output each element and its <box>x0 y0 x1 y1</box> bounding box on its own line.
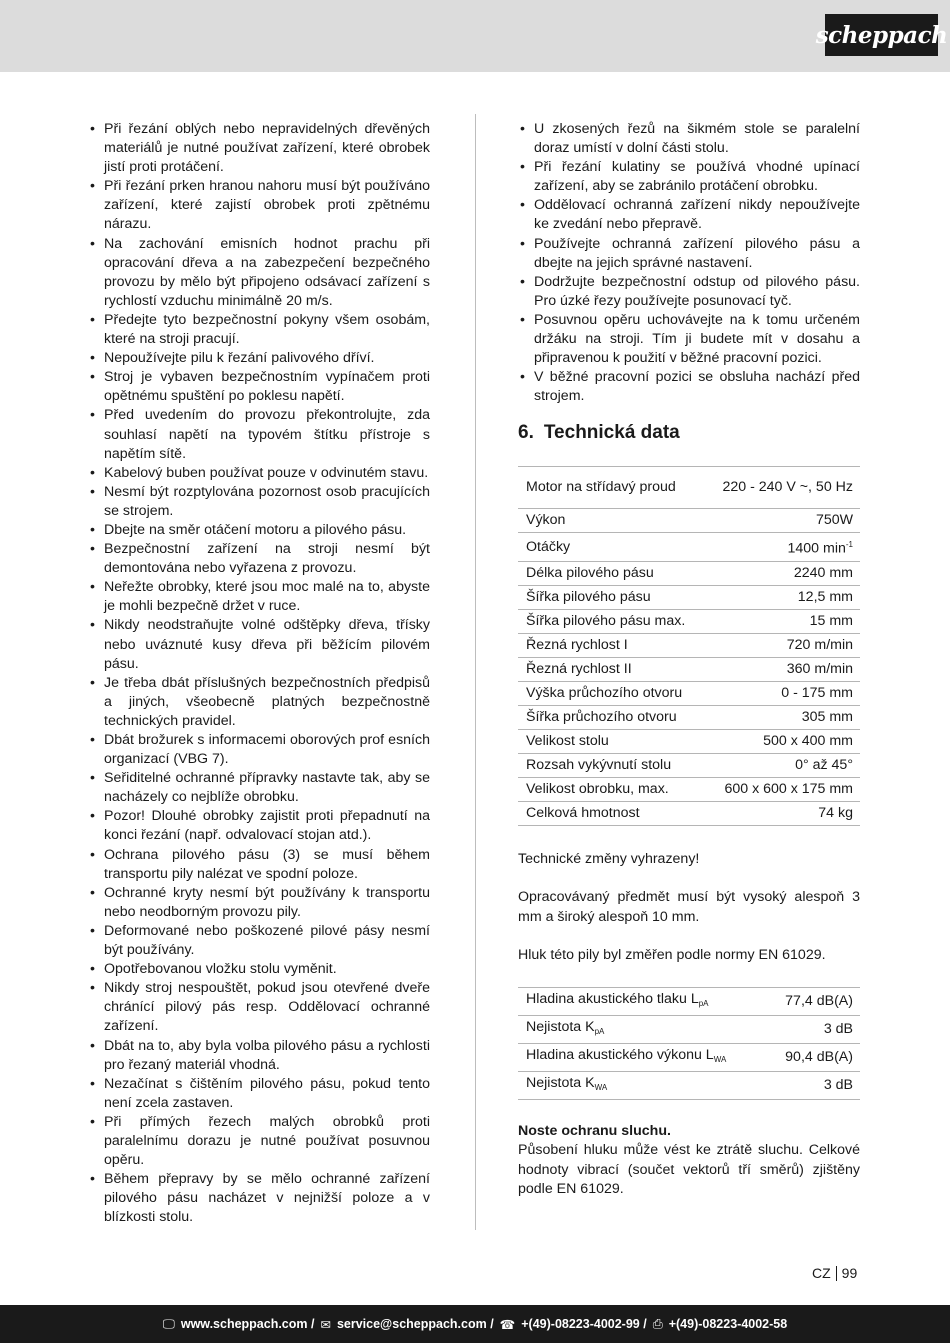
list-item: • Ochranné kryty nesmí být používány k transportu nebo neodborným provozu pily. <box>88 884 430 922</box>
list-item: • Na zachování emisních hodnot prachu při opracování dřeva a na zabezpečení bezpečného provozu by mělo být připojeno odsávací zařízení s rychlostí vzduchu minimálně 20 m/s. <box>88 235 430 311</box>
noise-value: 77,4 dB(A) <box>765 988 860 1016</box>
list-item: • Nepoužívejte pilu k řezání palivového dříví. <box>88 349 430 368</box>
list-item: • Předejte tyto bezpečnostní pokyny všem osobám, které na stroji pracují. <box>88 311 430 349</box>
noise-table <box>518 987 860 1100</box>
table-row <box>518 682 860 706</box>
noise-label-text: Hladina akustického výkonu L <box>526 1047 714 1064</box>
noise-label-subscript: pA <box>698 999 709 1009</box>
spec-label: Šířka průchozího otvoru <box>518 706 704 730</box>
spec-label: Otáčky <box>518 533 704 562</box>
page-num-value: 99 <box>841 1265 858 1281</box>
spec-value-text: 360 m/min <box>786 661 853 678</box>
spec-value-text: 12,5 mm <box>797 589 853 606</box>
list-item: • Seřiditelné ochranné přípravky nastavte tak, aby se nacházely co nejblíže obrobku. <box>88 769 430 807</box>
list-item: • Nesmí být rozptylována pozornost osob pracujících se strojem. <box>88 483 430 521</box>
list-item: • Při řezání kulatiny se používá vhodné upínací zařízení, aby se zabránilo protáčení obrobku. <box>518 158 860 196</box>
spec-label: Řezná rychlost I <box>518 634 704 658</box>
footer-fax: +(49)-08223-4002-58 <box>668 1317 788 1331</box>
spec-label: Šířka pilového pásu <box>518 586 704 610</box>
spec-value <box>704 562 860 586</box>
table-row <box>518 778 860 802</box>
noise-label-subscript: WA <box>594 1083 608 1093</box>
hearing-heading: Noste ochranu sluchu. <box>518 1123 671 1140</box>
spec-unit-exponent: -1 <box>845 540 853 550</box>
noise-value: 3 dB <box>765 1072 860 1100</box>
spec-label: Výkon <box>518 509 704 533</box>
noise-label-text: Hladina akustického tlaku L <box>526 991 699 1008</box>
spec-value-text: 720 m/min <box>786 637 853 654</box>
list-item: • V běžné pracovní pozici se obsluha nachází před strojem. <box>518 368 860 406</box>
noise-note: Hluk této pily byl změřen podle normy EN 61029. <box>518 947 826 964</box>
list-item: • Ochrana pilového pásu (3) se musí během transportu pily nalézat ve spodní poloze. <box>88 846 430 884</box>
page-lang: CZ <box>812 1265 831 1281</box>
list-item: • Dbát na to, aby byla volba pilového pásu a rychlosti pro řezaný materiál vhodná. <box>88 1037 430 1075</box>
spec-label: Rozsah vykývnutí stolu <box>518 754 704 778</box>
spec-value <box>704 586 860 610</box>
section-title: Technická data <box>543 422 680 444</box>
list-item: • Dbát brožurek s informacemi oborových prof esních organizací (VBG 7). <box>88 731 430 769</box>
spec-value <box>704 730 860 754</box>
list-item: • Bezpečnostní zařízení na stroji nesmí být demontována nebo vyřazena z provozu. <box>88 540 430 578</box>
list-item: • Kabelový buben používat pouze v odvinutém stavu. <box>88 464 430 483</box>
table-row <box>518 988 860 1016</box>
spec-value-text: 0° až 45° <box>795 757 853 774</box>
phone-icon: ☎ <box>499 1317 516 1332</box>
table-row <box>518 730 860 754</box>
list-item: • Dodržujte bezpečnostní odstup od pilového pásu. Pro úzké řezy používejte posunovací tyč. <box>518 273 860 311</box>
spec-value-text: 220 - 240 V ~, 50 Hz <box>722 479 853 496</box>
technical-data-table <box>518 466 860 826</box>
table-row <box>518 1016 860 1044</box>
spec-value-text: 1400 min <box>787 541 846 558</box>
spec-value <box>704 802 860 826</box>
table-row <box>518 467 860 509</box>
footer-phone: +(49)-08223-4002-99 / <box>521 1317 647 1331</box>
footer-email[interactable]: service@scheppach.com / <box>336 1317 494 1331</box>
list-item: • Neřežte obrobky, které jsou moc malé na to, abyste je mohli bezpečně držet v ruce. <box>88 578 430 616</box>
spec-value-text: 74 kg <box>818 805 853 822</box>
spec-value-text: 600 x 600 x 175 mm <box>724 781 853 798</box>
spec-value-text: 305 mm <box>801 709 853 726</box>
fax-icon: ⎙ <box>652 1316 663 1331</box>
footer-web[interactable]: www.scheppach.com / <box>180 1317 315 1331</box>
spec-label: Řezná rychlost II <box>518 658 704 682</box>
table-row <box>518 658 860 682</box>
spec-value-text: 2240 mm <box>793 565 853 582</box>
list-item: • Před uvedením do provozu překontrolujte, zda souhlasí napětí na typovém štítku přístroje s napětím sítě. <box>88 406 430 463</box>
left-column <box>88 120 430 1227</box>
noise-label <box>518 1044 765 1072</box>
table-row <box>518 509 860 533</box>
noise-value: 3 dB <box>765 1016 860 1044</box>
spec-label: Délka pilového pásu <box>518 562 704 586</box>
list-item: • Nikdy neodstraňujte volné odštěpky dřeva, třísky nebo uváznuté kusy dřeva při běžícím pilovém pásu. <box>88 616 430 673</box>
spec-label: Motor na střídavý proud <box>518 467 704 509</box>
table-row <box>518 610 860 634</box>
table-row <box>518 1044 860 1072</box>
noise-label <box>518 988 765 1016</box>
spec-value <box>704 533 860 562</box>
spec-label: Šířka pilového pásu max. <box>518 610 704 634</box>
spec-value-text: 500 x 400 mm <box>763 733 853 750</box>
table-row <box>518 802 860 826</box>
envelope-icon: ✉ <box>320 1317 331 1332</box>
section-number: 6. <box>518 422 534 444</box>
table-row <box>518 634 860 658</box>
list-item: • Nezačínat s čištěním pilového pásu, pokud tento není zcela zastaven. <box>88 1075 430 1113</box>
table-row <box>518 533 860 562</box>
safety-bullet-list-continued <box>518 120 860 406</box>
spec-label: Celková hmotnost <box>518 802 704 826</box>
list-item: • Dbejte na směr otáčení motoru a pilového pásu. <box>88 521 430 540</box>
noise-value: 90,4 dB(A) <box>765 1044 860 1072</box>
list-item: • Deformované nebo poškozené pilové pásy nesmí být používány. <box>88 922 430 960</box>
noise-label-subscript: pA <box>594 1027 605 1037</box>
spec-value-text: 0 - 175 mm <box>781 685 853 702</box>
noise-label <box>518 1072 765 1100</box>
safety-bullet-list <box>88 120 430 1227</box>
list-item: • U zkosených řezů na šikmém stole se paralelní doraz umístí v dolní části stolu. <box>518 120 860 158</box>
noise-label-text: Nejistota K <box>526 1075 595 1092</box>
spec-label: Výška průchozího otvoru <box>518 682 704 706</box>
spec-value <box>704 610 860 634</box>
list-item: • Nikdy stroj nespouštět, pokud jsou otevřené dveře chránící pilový pás resp. Oddělovací ochranné zařízení. <box>88 979 430 1036</box>
spec-value <box>704 634 860 658</box>
list-item: • Opotřebovanou vložku stolu vyměnit. <box>88 960 430 979</box>
header-band <box>0 0 950 72</box>
footer-band <box>0 1305 950 1343</box>
page-separator <box>836 1266 837 1281</box>
spec-value <box>704 778 860 802</box>
monitor-icon: 🖵 <box>162 1316 175 1331</box>
scheppach-logo: scheppach <box>825 14 938 56</box>
table-row <box>518 586 860 610</box>
list-item: • Během přepravy by se mělo ochranné zařízení pilového pásu nacházet v nejnižší poloze a v blízkosti stolu. <box>88 1170 430 1227</box>
spec-value <box>704 682 860 706</box>
changes-note: Technické změny vyhrazeny! <box>518 851 700 868</box>
list-item: • Posuvnou opěru uchovávejte na k tomu určeném držáku na stroji. Tím ji budete mít v dosahu a připravenou k použití v běžné pracovní pozici. <box>518 311 860 368</box>
list-item: • Při přímých řezech malých obrobků proti paralelnímu dorazu je nutné používat posuvnou opěru. <box>88 1113 430 1170</box>
page-number <box>812 1265 857 1281</box>
noise-label-subscript: WA <box>713 1055 727 1065</box>
table-row <box>518 562 860 586</box>
list-item: • Pozor! Dlouhé obrobky zajistit proti přepadnutí na konci řezání (např. odvalovací stojan atd.). <box>88 807 430 845</box>
spec-value <box>704 754 860 778</box>
hearing-text: Působení hluku může vést ke ztrátě sluchu. Celkové hodnoty vibrací (součet vektorů tří směrů) zjištěny podle EN 61029. <box>518 1142 860 1197</box>
list-item: • Stroj je vybaven bezpečnostním vypínačem proti opětnému spuštění po poklesu napětí. <box>88 368 430 406</box>
spec-value <box>704 509 860 533</box>
list-item: • Používejte ochranná zařízení pilového pásu a dbejte na jejich správné nastavení. <box>518 235 860 273</box>
list-item: • Je třeba dbát příslušných bezpečnostních předpisů a jiných, všeobecně platných bezpečnostně technických pravidel. <box>88 674 430 731</box>
right-column <box>518 120 860 1199</box>
section-heading <box>518 422 860 444</box>
spec-label: Velikost obrobku, max. <box>518 778 704 802</box>
table-row <box>518 706 860 730</box>
workpiece-note: Opracovávaný předmět musí být vysoký alespoň 3 mm a široký alespoň 10 mm. <box>518 889 860 925</box>
noise-label-text: Nejistota K <box>526 1019 595 1036</box>
spec-value-text: 750W <box>815 512 853 529</box>
spec-value-text: 15 mm <box>809 613 853 630</box>
list-item: • Oddělovací ochranná zařízení nikdy nepoužívejte ke zvedání nebo přepravě. <box>518 196 860 234</box>
table-row <box>518 754 860 778</box>
list-item: • Při řezání prken hranou nahoru musí být používáno zařízení, které zajistí obrobek proti zpětnému nárazu. <box>88 177 430 234</box>
spec-value <box>704 467 860 509</box>
noise-label <box>518 1016 765 1044</box>
column-divider <box>475 114 476 1230</box>
table-row <box>518 1072 860 1100</box>
spec-value <box>704 658 860 682</box>
spec-value <box>704 706 860 730</box>
spec-label: Velikost stolu <box>518 730 704 754</box>
list-item: • Při řezání oblých nebo nepravidelných dřevěných materiálů je nutné používat zařízení, které obrobek jistí proti protáčení. <box>88 120 430 177</box>
